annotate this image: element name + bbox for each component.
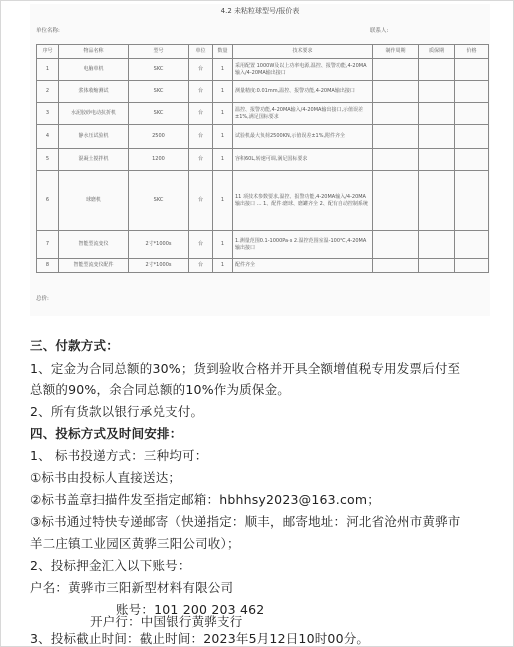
table-cell: 台 (189, 171, 213, 231)
bid-method-b: ②标书盖章扫描件发至指定邮箱：hbhhsy2023@163.com； (30, 492, 380, 507)
table-cell: 容积60L,转速可调,满足国标要求 (233, 149, 373, 171)
table-cell (455, 125, 489, 149)
table-cell (455, 81, 489, 103)
table-cell: 1 (213, 59, 233, 81)
payment-clause-1: 1、定金为合同总额的30%；货到验收合格并开具全额增值税专用发票后付至 (30, 361, 461, 376)
table-cell: 球磨机 (59, 171, 129, 231)
table-cell: 测量精度:0.01mm,温控、报警功能,4-20MA输出接口 (233, 81, 373, 103)
table-cell (419, 149, 455, 171)
table-cell: 混凝土搅拌机 (59, 149, 129, 171)
table-cell (373, 59, 419, 81)
table-row (37, 149, 489, 171)
payment-heading: 三、付款方式： (30, 338, 119, 353)
header-cell: 技术要求 (233, 45, 373, 59)
header-cell: 质保期 (419, 45, 455, 59)
table-cell: 静水压试验机 (59, 125, 129, 149)
unit-name-label: 单位名称: (36, 28, 60, 34)
table-cell: 台 (189, 259, 213, 273)
table-cell: 5 (37, 149, 59, 171)
table-cell: 1 (37, 59, 59, 81)
table-cell: 1.测量范围0.1-1000Pa·s 2.温控范围室温-100℃,4-20MA输出接口 (233, 231, 373, 259)
table-cell: 4 (37, 125, 59, 149)
header-cell: 型号 (129, 45, 189, 59)
bid-method-c-cont: 羊二庄镇工业园区黄骅三阳公司收）； (30, 536, 240, 551)
table-cell (455, 171, 489, 231)
table-cell (419, 171, 455, 231)
table-cell: 台 (189, 81, 213, 103)
table-cell (455, 103, 489, 125)
table-row (37, 231, 489, 259)
header-cell: 单位 (189, 45, 213, 59)
table-row (37, 259, 489, 273)
table-header-row (37, 45, 489, 59)
table-cell: 7 (37, 231, 59, 259)
table-cell: 1200 (129, 149, 189, 171)
table-cell: 8 (37, 259, 59, 273)
deadline-clause: 3、投标截止时间：截止时间：2023年5月12日10时00分。 (30, 631, 370, 646)
table-cell: 1 (213, 125, 233, 149)
table-cell (373, 149, 419, 171)
table-cell: 1 (213, 81, 233, 103)
table-row (37, 81, 489, 103)
table-cell: 台 (189, 103, 213, 125)
table-cell (419, 59, 455, 81)
contact-label: 联系人: (370, 28, 389, 34)
payment-clause-1-cont: 总额的90%，余合同总额的10%作为质保金。 (30, 382, 290, 397)
table-cell: SKC (129, 81, 189, 103)
table-cell (373, 81, 419, 103)
table-row (37, 125, 489, 149)
header-cell: 制作周期 (373, 45, 419, 59)
bid-clause-1: 1、 标书投递方式：三种均可： (30, 448, 208, 463)
table-cell: 1 (213, 231, 233, 259)
account-number: 账号：101 200 203 462 (116, 602, 265, 617)
total-label: 总价: (36, 296, 49, 302)
table-cell (455, 59, 489, 81)
table-cell (373, 103, 419, 125)
header-cell: 序号 (37, 45, 59, 59)
table-cell: 6 (37, 171, 59, 231)
table-cell: 2寸*1000s (129, 231, 189, 259)
bid-method-c: ③标书通过特快专递邮寄（快递指定：顺丰，邮寄地址：河北省沧州市黄骅市 (30, 514, 461, 529)
header-cell: 物品名称 (59, 45, 129, 59)
table-cell: 浆体收缩测试 (59, 81, 129, 103)
table-cell: 台 (189, 59, 213, 81)
table-cell (455, 231, 489, 259)
table-cell (373, 125, 419, 149)
table-cell: 1 (213, 149, 233, 171)
table-cell: 采用配置 1000W及以上功率电源,温控、报警功能,4-20MA输入/4-20MA输出接口 (233, 59, 373, 81)
header-cell: 数量 (213, 45, 233, 59)
bid-method-a: ①标书由投标人直接送达； (30, 470, 182, 485)
table-cell: 1 (213, 259, 233, 273)
table-cell: 温控、报警功能,4-20MA输入/4-20MA输出接口,示值误差±1%,满足国标要求 (233, 103, 373, 125)
table-cell: SKC (129, 103, 189, 125)
header-cell: 价格 (455, 45, 489, 59)
table-cell: 配件齐全 (233, 259, 373, 273)
table-title: 4.2 未粘粒球型号/报价表 (220, 7, 300, 15)
table-cell: 智能型流变仪配件 (59, 259, 129, 273)
bid-clause-2: 2、投标押金汇入以下账号： (30, 558, 191, 573)
payment-clause-2: 2、所有货款以银行承兑支付。 (30, 404, 204, 419)
table-cell: SKC (129, 59, 189, 81)
quotation-table (36, 44, 489, 273)
table-cell: 11 项技术参数要求,温控、报警功能,4-20MA输入/4-20MA输出接口 … 1、配件:磨球、磨罐齐全 2、配有自动控制系统 (233, 171, 373, 231)
table-cell: 台 (189, 231, 213, 259)
quotation-table-image (30, 4, 490, 316)
table-cell (373, 231, 419, 259)
table-cell: 2 (37, 81, 59, 103)
table-row (37, 103, 489, 125)
table-cell (419, 259, 455, 273)
table-cell (419, 231, 455, 259)
table-cell: 电脑单机 (59, 59, 129, 81)
table-cell: 台 (189, 125, 213, 149)
table-cell: 2500 (129, 125, 189, 149)
table-row (37, 171, 489, 231)
table-cell (419, 125, 455, 149)
table-cell: 水泥胶砂电动抗折机 (59, 103, 129, 125)
bid-heading: 四、投标方式及时间安排： (30, 426, 183, 441)
table-cell: 智能型流变仪 (59, 231, 129, 259)
table-cell: 2寸*1000s (129, 259, 189, 273)
table-cell: 台 (189, 149, 213, 171)
table-cell: 试验机最大负荷2500KN,示值误差±1%,附件齐全 (233, 125, 373, 149)
table-cell (419, 103, 455, 125)
table-cell (419, 81, 455, 103)
table-cell: SKC (129, 171, 189, 231)
table-row (37, 59, 489, 81)
bank-name: 开户行：中国银行黄骅支行 (90, 614, 243, 629)
table-cell: 3 (37, 103, 59, 125)
table-cell (455, 259, 489, 273)
table-cell: 1 (213, 171, 233, 231)
account-name: 户名：黄骅市三阳新型材料有限公司 (30, 580, 234, 595)
table-cell (373, 259, 419, 273)
table-cell (373, 171, 419, 231)
table-cell: 1 (213, 103, 233, 125)
table-cell (455, 149, 489, 171)
